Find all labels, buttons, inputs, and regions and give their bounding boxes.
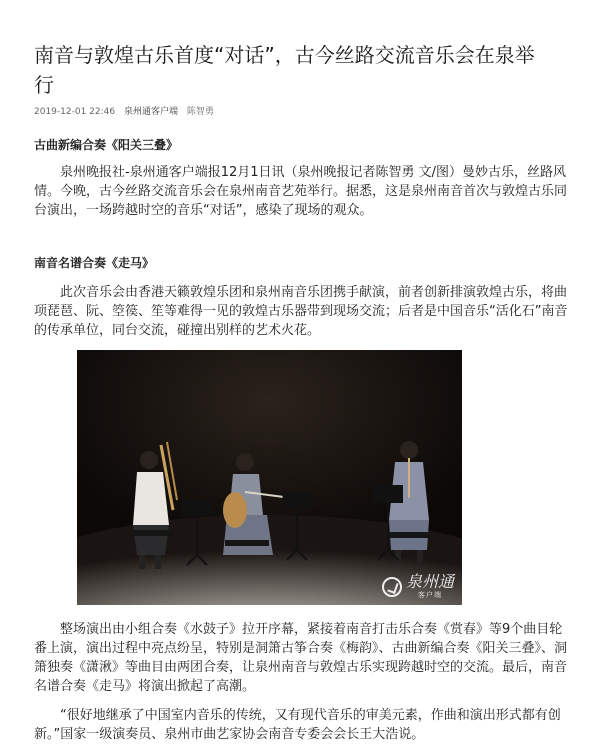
quanzhoutong-logo-icon [382, 577, 402, 597]
paragraph-3: 整场演出由小组合奏《水鼓子》拉开序幕，紧接着南音打击乐合奏《赏春》等9个曲目轮番上演，演出过程中亮点纷呈，特别是洞箫古筝合奏《梅韵》、古曲新编合奏《阳关三叠》、洞箫独奏《潇湫》等曲目由两团合奏，让泉州南音与敦煌古乐实现跨越时空的交流。最后，南音名谱合奏《走马》将演出掀起了高潮。 [34, 622, 568, 694]
concert-photo-illustration [77, 350, 462, 605]
article-source: 泉州通客户端 [123, 107, 178, 117]
chair-center [225, 540, 269, 546]
chair-right [389, 532, 431, 538]
chair-left [133, 530, 173, 536]
paragraph-2: 此次音乐会由香港天籁敦煌乐团和泉州南音乐团携手献演，前者创新排演敦煌古乐，将曲项琵琶、阮、箜篌、笙等难得一见的敦煌古乐器带到现场交流；后者是中国音乐“活化石”南音的传承单位，同台交流，碰撞出别样的艺术火花。 [34, 285, 568, 338]
concert-photo [77, 350, 462, 605]
subheading-2: 南音名谱合奏《走马》 [34, 256, 155, 270]
watermark-name: 泉州通 [405, 572, 454, 591]
paragraph-4: “很好地继承了中国室内音乐的传统，又有现代音乐的审美元素，作曲和演出形式都有创新。”国家一级演奏员、泉州市曲艺家协会南音专委会会长王大浩说。 [34, 708, 561, 742]
photo-watermark [382, 574, 454, 599]
watermark-sub: 客户端 [417, 591, 442, 599]
article-title: 南音与敦煌古乐首度“对话”，古今丝路交流音乐会在泉举行 [34, 43, 535, 97]
article-meta [34, 104, 220, 117]
article-author: 陈智勇 [186, 107, 214, 117]
paragraph-1: 泉州晚报社-泉州通客户端报12月1日讯（泉州晚报记者陈智勇 文/图）曼妙古乐，丝路风情。今晚，古今丝路交流音乐会在泉州南音艺苑举行。据悉，这是泉州南音首次与敦煌古乐同台演出，一场跨越时空的音乐“对话”，感染了现场的观众。 [34, 165, 568, 218]
publish-datetime: 2019-12-01 22:46 [34, 107, 116, 117]
subheading-1: 古曲新编合奏《阳关三叠》 [34, 138, 179, 152]
